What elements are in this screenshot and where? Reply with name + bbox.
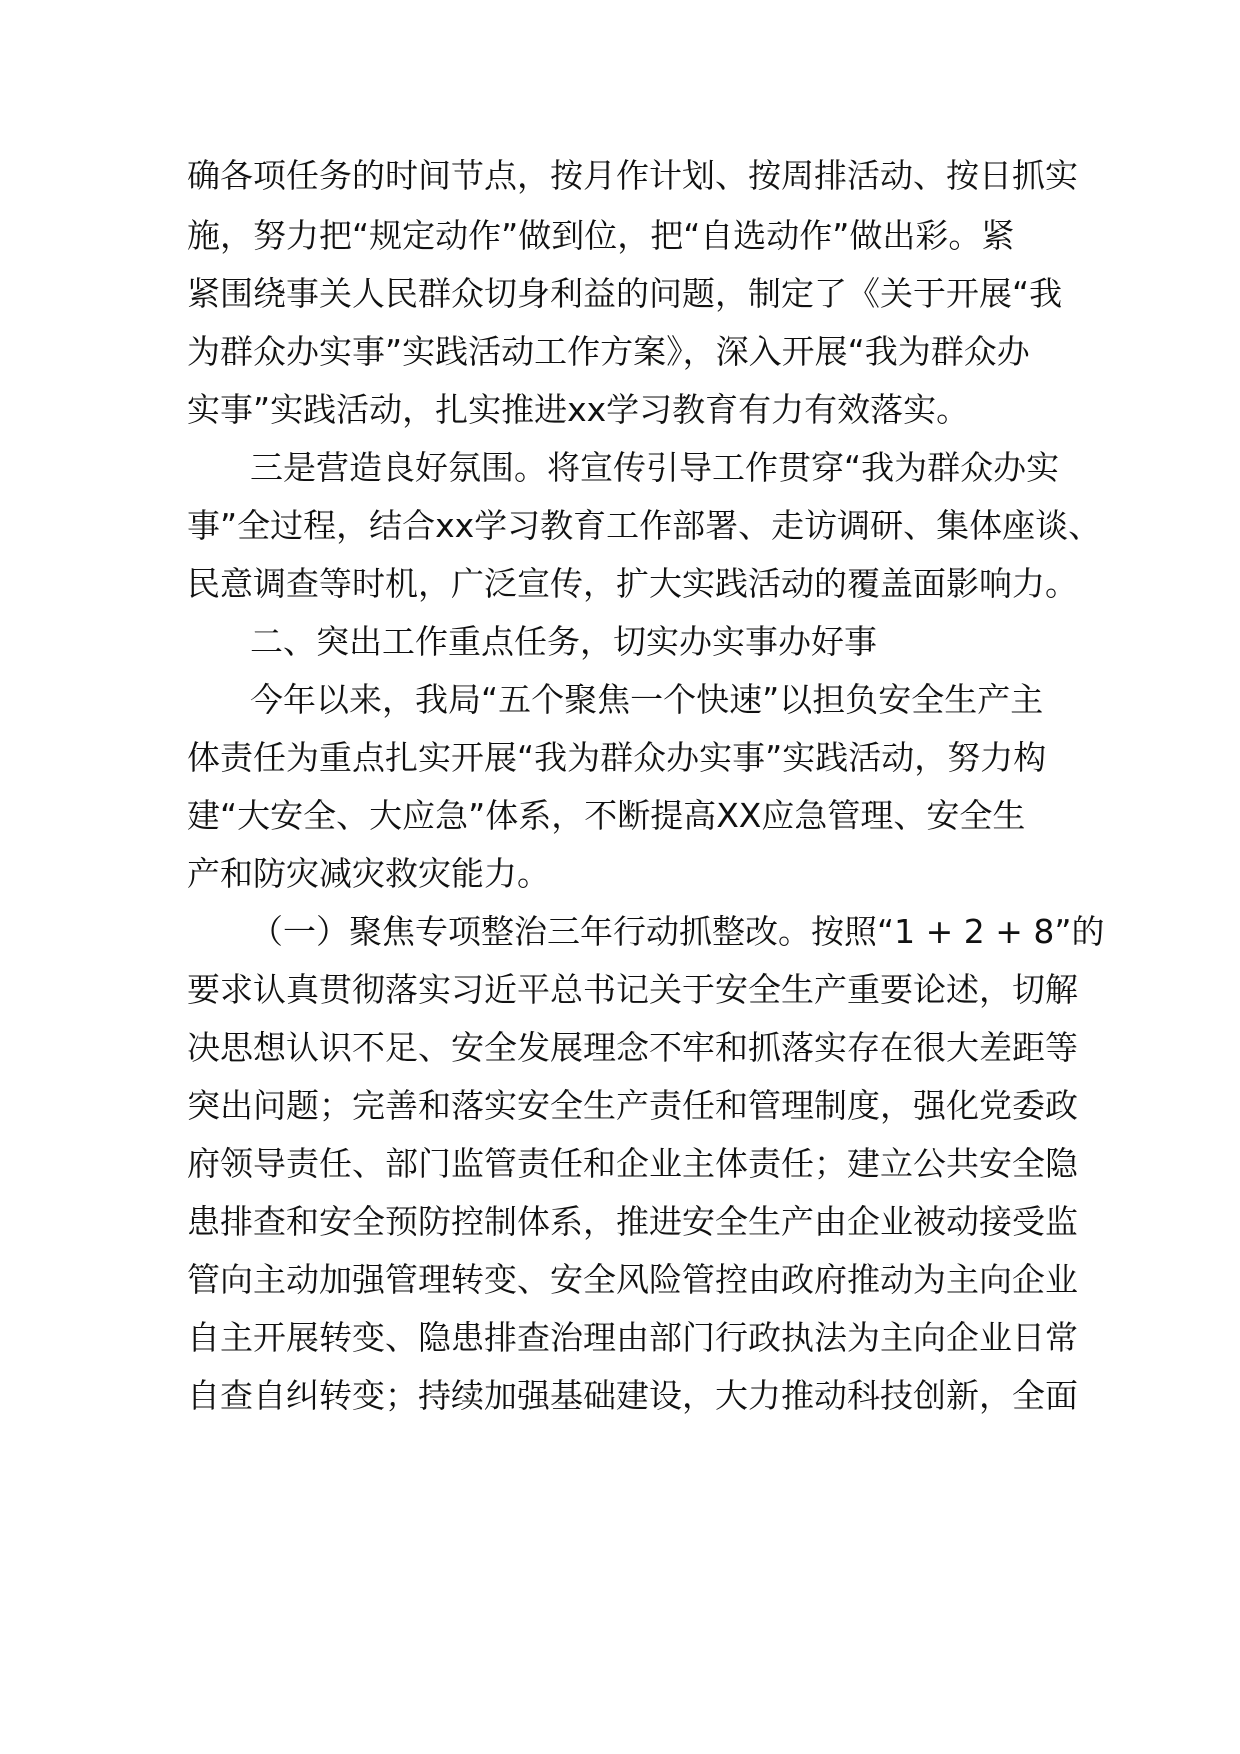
text-line: 府领导责任、部门监管责任和企业主体责任；建立公共安全隐 xyxy=(187,1144,1078,1183)
text-line: 民意调查等时机，广泛宣传，扩大实践活动的覆盖面影响力。 xyxy=(187,564,1078,603)
paragraph-start-line: （一）聚焦专项整治三年行动抓整改。按照“1 + 2 + 8”的 xyxy=(250,912,1105,951)
text-line: 自查自纠转变；持续加强基础建设，大力推动科技创新，全面 xyxy=(187,1376,1078,1415)
paragraph-start-line: 三是营造良好氛围。将宣传引导工作贯穿“我为群众办实 xyxy=(250,448,1060,487)
text-line: 要求认真贯彻落实习近平总书记关于安全生产重要论述，切解 xyxy=(187,970,1078,1009)
section-heading: 二、突出工作重点任务，切实办实事办好事 xyxy=(250,622,877,661)
text-line: 自主开展转变、隐患排查治理由部门行政执法为主向企业日常 xyxy=(187,1318,1078,1357)
text-line: 决思想认识不足、安全发展理念不牢和抓落实存在很大差距等 xyxy=(187,1028,1078,1067)
text-line: 确各项任务的时间节点，按月作计划、按周排活动、按日抓实 xyxy=(187,156,1078,195)
text-line: 产和防灾减灾救灾能力。 xyxy=(187,854,550,893)
text-line: 事”全过程，结合xx学习教育工作部署、走访调研、集体座谈、 xyxy=(187,506,1102,545)
text-line: 患排查和安全预防控制体系，推进安全生产由企业被动接受监 xyxy=(187,1202,1078,1241)
text-line: 为群众办实事”实践活动工作方案》，深入开展“我为群众办 xyxy=(187,332,1030,371)
text-line: 突出问题；完善和落实安全生产责任和管理制度，强化党委政 xyxy=(187,1086,1078,1125)
text-line: 体责任为重点扎实开展“我为群众办实事”实践活动，努力构 xyxy=(187,738,1047,777)
text-line: 建“大安全、大应急”体系，不断提高XX应急管理、安全生 xyxy=(187,796,1026,835)
text-line: 实事”实践活动，扎实推进xx学习教育有力有效落实。 xyxy=(187,390,970,429)
text-line: 紧围绕事关人民群众切身利益的问题，制定了《关于开展“我 xyxy=(187,274,1063,313)
text-line: 管向主动加强管理转变、安全风险管控由政府推动为主向企业 xyxy=(187,1260,1078,1299)
paragraph-start-line: 今年以来，我局“五个聚焦一个快速”以担负安全生产主 xyxy=(250,680,1044,719)
text-line: 施，努力把“规定动作”做到位，把“自选动作”做出彩。紧 xyxy=(187,216,1015,255)
